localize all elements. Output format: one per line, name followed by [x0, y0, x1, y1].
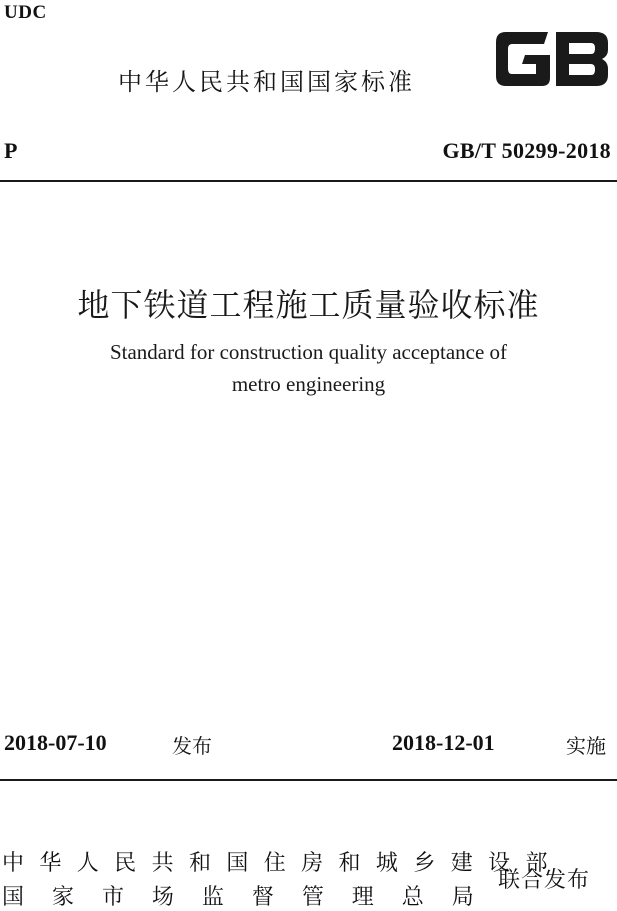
- top-divider: [0, 180, 617, 182]
- title-chinese: 地下铁道工程施工质量验收标准: [77, 286, 540, 324]
- issue-date: 2018-07-10: [4, 730, 107, 755]
- standard-number: GB/T 50299-2018: [442, 138, 611, 163]
- udc-label: UDC: [4, 2, 47, 23]
- national-standard-heading: 中华人民共和国国家标准: [118, 68, 415, 96]
- issue-label: 发布: [172, 734, 212, 758]
- implement-label: 实施: [566, 734, 606, 758]
- title-english-line1: Standard for construction quality acceptance of: [109, 340, 508, 364]
- gb-logo: [490, 28, 612, 90]
- issuer-administration: 国 家 市 场 监 督 管 理 总 局: [2, 885, 474, 910]
- implement-date: 2018-12-01: [392, 730, 495, 755]
- issuer-ministry: 中 华 人 民 共 和 国 住 房 和 城 乡 建 设 部: [2, 851, 552, 876]
- standard-category: P: [4, 138, 18, 163]
- joint-issue-label: 联合发布: [498, 868, 591, 893]
- title-english-line2: metro engineering: [231, 372, 386, 396]
- bottom-divider: [0, 779, 617, 781]
